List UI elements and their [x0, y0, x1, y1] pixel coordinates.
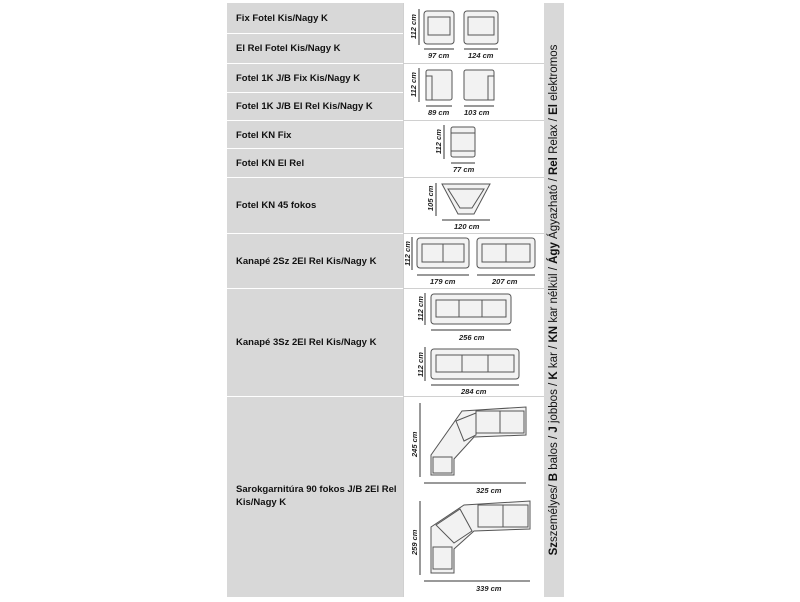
row-label-cell — [227, 289, 403, 397]
height-label: 112 cm — [409, 14, 418, 39]
width-label: 97 cm — [428, 51, 450, 60]
row-label-cell — [227, 397, 403, 597]
row-label: Fotel KN 45 fokos — [236, 200, 317, 211]
legend-text — [548, 45, 560, 556]
row-label: Fotel 1K J/B El Rel Kis/Nagy K — [236, 101, 373, 112]
row-label: Fotel KN El Rel — [236, 158, 305, 169]
height-label: 112 cm — [409, 72, 418, 97]
product-dimension-table — [227, 3, 564, 597]
row-label-cell — [227, 149, 403, 178]
three-seat-sofa-diagram-cell — [403, 289, 544, 397]
width-label: 325 cm — [476, 486, 502, 495]
angled-chair-diagram — [404, 178, 545, 234]
legend-desc: kar nélkül / — [548, 263, 560, 326]
legend-abbr: B — [548, 472, 560, 482]
legend-abbr: El — [548, 104, 560, 115]
row-label-cell — [227, 34, 403, 64]
width-label: 103 cm — [464, 108, 490, 117]
row-label-cell — [227, 93, 403, 121]
height-label: 112 cm — [434, 129, 443, 154]
legend-desc: kar / — [548, 342, 560, 372]
armchair-diagram — [404, 3, 545, 64]
two-seat-sofa-diagram — [404, 234, 545, 289]
row-label: El Rel Fotel Kis/Nagy K — [236, 43, 341, 54]
three-seat-sofa-diagram — [404, 289, 545, 397]
legend-abbr: J — [548, 426, 560, 433]
armchair-diagram-cell — [403, 3, 544, 64]
row-label: Kanapé 3Sz 2El Rel Kis/Nagy K — [236, 337, 377, 348]
two-seat-sofa-diagram-cell — [403, 234, 544, 289]
row-label: Fix Fotel Kis/Nagy K — [236, 13, 328, 24]
width-label: 124 cm — [468, 51, 494, 60]
row-label-cell — [227, 64, 403, 93]
height-label: 112 cm — [403, 241, 412, 266]
legend-desc: személyes/ — [548, 481, 560, 542]
row-label: Fotel KN Fix — [236, 130, 292, 141]
corner-sofa-diagram — [404, 397, 545, 597]
row-label: Fotel 1K J/B Fix Kis/Nagy K — [236, 73, 361, 84]
angled-chair-diagram-cell — [403, 178, 544, 234]
legend-abbr: KN — [548, 325, 560, 343]
height-label: 105 cm — [426, 185, 435, 211]
legend-abbr: Rel — [548, 157, 560, 176]
legend-desc: elektromos — [548, 44, 560, 105]
width-label: 120 cm — [454, 222, 480, 231]
armless-chair-diagram-cell — [403, 121, 544, 178]
legend-desc: balos / — [548, 432, 560, 473]
width-label: 339 cm — [476, 584, 502, 593]
height-label: 112 cm — [416, 296, 425, 321]
width-label: 207 cm — [492, 277, 518, 286]
one-arm-chair-diagram-cell — [403, 64, 544, 121]
legend-abbr: Sz — [548, 541, 560, 556]
width-label: 89 cm — [428, 108, 450, 117]
row-label: Sarokgarnitúra 90 fokos J/B 2El Rel Kis/Nagy K — [236, 484, 397, 508]
row-label: Kanapé 2Sz 2El Rel Kis/Nagy K — [236, 256, 377, 267]
width-label: 284 cm — [461, 387, 487, 396]
row-label-cell — [227, 234, 403, 289]
abbreviation-legend — [544, 3, 564, 597]
legend-desc: Relax / — [548, 114, 560, 158]
armless-chair-diagram — [404, 121, 545, 178]
row-label-cell — [227, 178, 403, 234]
width-label: 77 cm — [453, 165, 475, 174]
legend-abbr: K — [548, 371, 560, 380]
width-label: 256 cm — [459, 333, 485, 342]
row-label-cell — [227, 3, 403, 34]
width-label: 179 cm — [430, 277, 456, 286]
legend-desc: jobbos / — [548, 379, 560, 427]
row-label-cell — [227, 121, 403, 149]
height-label: 112 cm — [416, 352, 425, 377]
legend-abbr: Ágy — [548, 242, 560, 264]
height-label: 245 cm — [410, 431, 419, 457]
one-arm-chair-diagram — [404, 64, 545, 121]
height-label: 259 cm — [410, 529, 419, 555]
legend-desc: Ágyazható / — [548, 175, 560, 243]
corner-sofa-diagram-cell — [403, 397, 544, 597]
